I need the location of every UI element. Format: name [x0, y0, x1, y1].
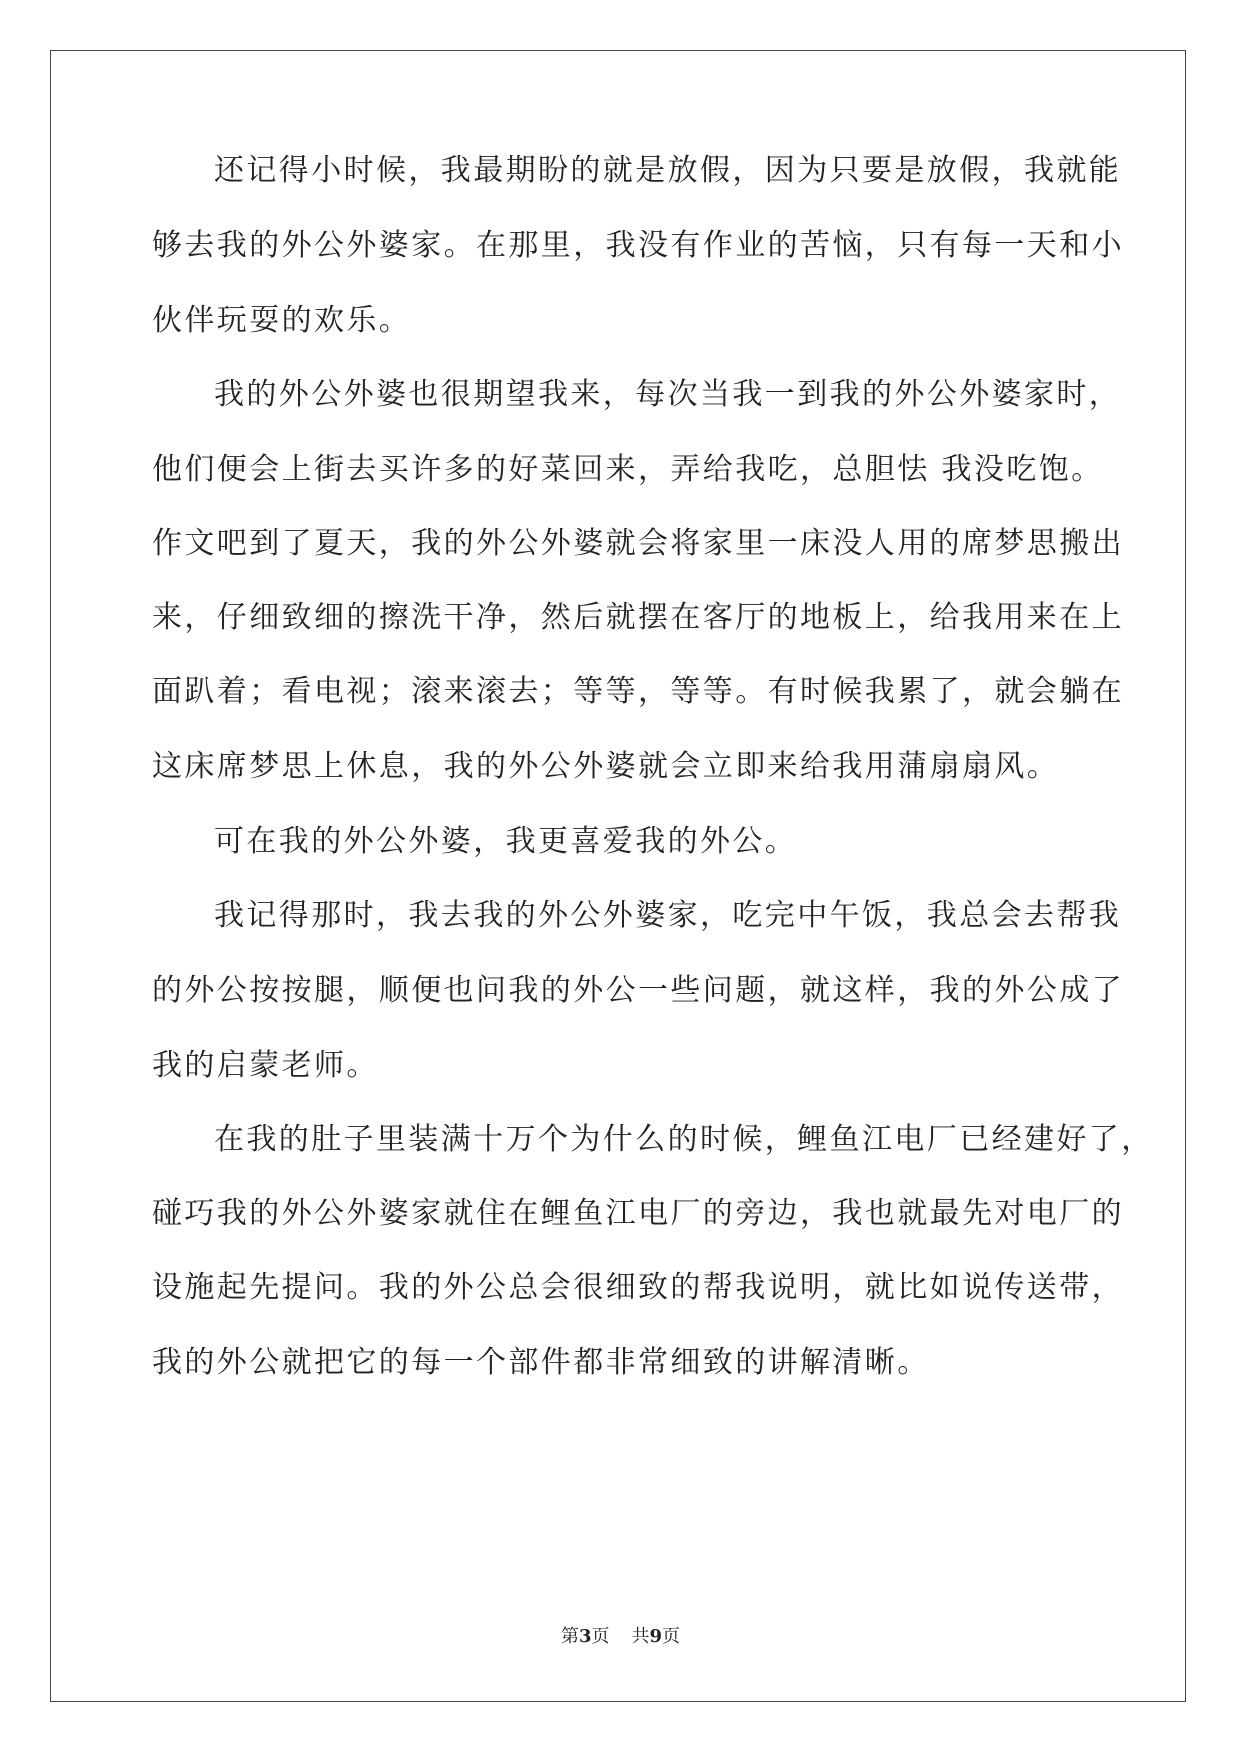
footer-page-total: 9 [649, 1626, 663, 1647]
text-line: 我记得那时，我去我的外公外婆家，吃完中午饭，我总会去帮我 [214, 898, 1122, 933]
page-frame [50, 50, 1186, 1702]
text-line: 够去我的外公外婆家。在那里，我没有作业的苦恼，只有每一天和小 [152, 228, 1124, 263]
text-line: 我的启蒙老师。 [152, 1048, 379, 1083]
text-line: 我的外公就把它的每一个部件都非常细致的讲解清晰。 [152, 1345, 930, 1380]
text-line: 碰巧我的外公外婆家就住在鲤鱼江电厂的旁边，我也就最先对电厂的 [152, 1196, 1124, 1231]
text-line: 他们便会上街去买许多的好菜回来，弄给我吃，总胆怯 我没吃饱。 [152, 452, 1104, 487]
text-line: 还记得小时候，我最期盼的就是放假，因为只要是放假，我就能 [214, 153, 1122, 188]
text-line: 我的外公外婆也很期望我来，每次当我一到我的外公外婆家时， [214, 377, 1122, 412]
text-line: 伙伴玩耍的欢乐。 [152, 303, 412, 338]
footer-page-label: 页 [591, 1626, 610, 1647]
text-line: 这床席梦思上休息，我的外公外婆就会立即来给我用蒲扇扇风。 [152, 749, 1060, 784]
footer-total-prefix: 共 [631, 1626, 650, 1647]
text-line: 可在我的外公外婆，我更喜爱我的外公。 [214, 824, 798, 859]
footer-total-label: 页 [662, 1626, 681, 1647]
text-line: 在我的肚子里装满十万个为什么的时候，鲤鱼江电厂已经建好了， [214, 1122, 1154, 1157]
page-footer [0, 1625, 1241, 1649]
footer-page-current: 3 [578, 1626, 592, 1647]
text-line: 来，仔细致细的擦洗干净，然后就摆在客厅的地板上，给我用来在上 [152, 600, 1124, 635]
footer-page-prefix: 第 [560, 1626, 579, 1647]
text-line: 设施起先提问。我的外公总会很细致的帮我说明，就比如说传送带， [152, 1270, 1124, 1305]
text-line: 面趴着；看电视；滚来滚去；等等，等等。有时候我累了，就会躺在 [152, 674, 1124, 709]
text-line: 作文吧到了夏天，我的外公外婆就会将家里一床没人用的席梦思搬出 [152, 526, 1124, 561]
text-line: 的外公按按腿，顺便也问我的外公一些问题，就这样，我的外公成了 [152, 973, 1124, 1008]
